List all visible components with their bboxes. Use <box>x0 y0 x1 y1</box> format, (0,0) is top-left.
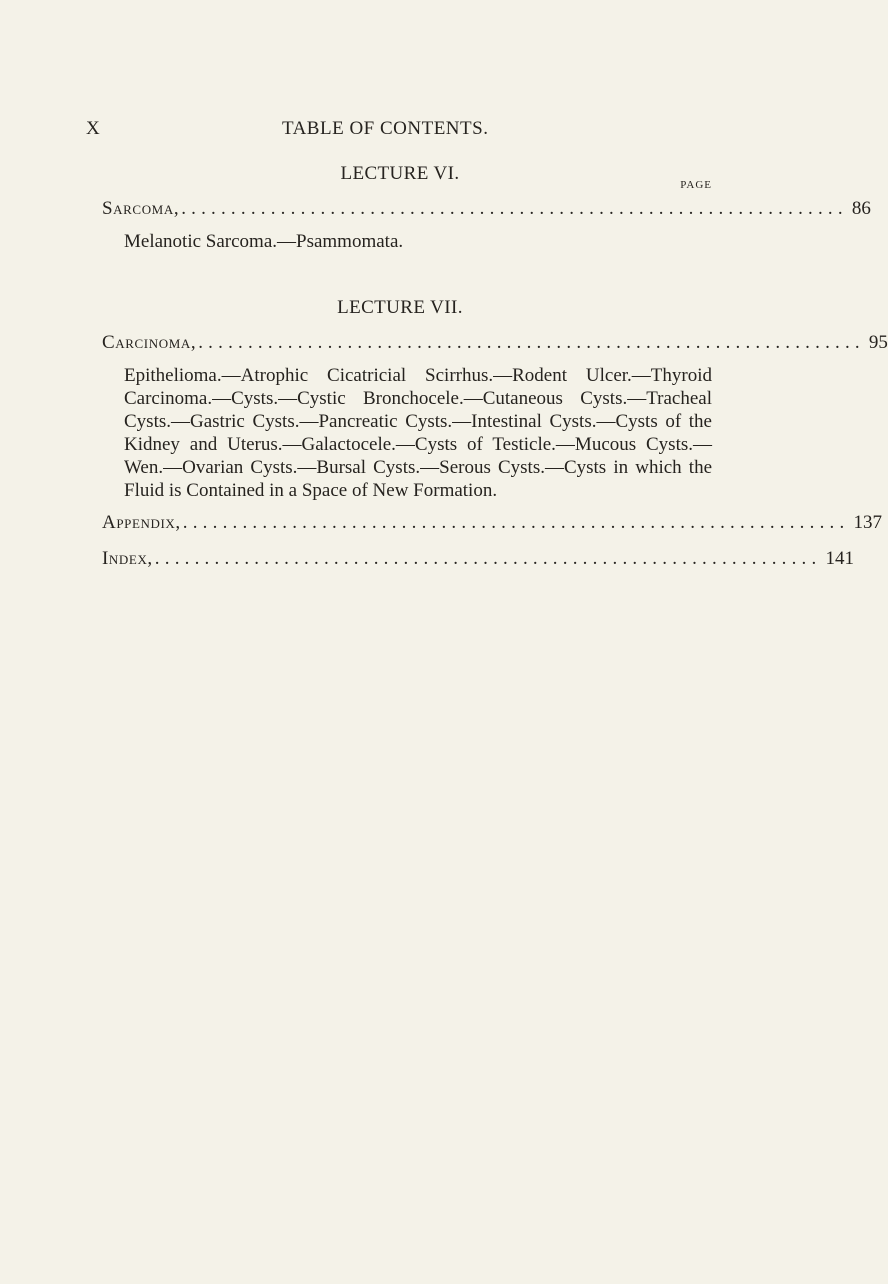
page-folio: X <box>86 118 101 139</box>
toc-entry-carcinoma[interactable] <box>102 332 888 356</box>
toc-entry-title: Index, <box>102 548 153 569</box>
running-head <box>86 118 712 142</box>
toc-entry-title: Sarcoma, <box>102 198 180 219</box>
toc-entry-sarcoma[interactable] <box>102 198 871 222</box>
page-column-label: PAGE <box>680 179 712 191</box>
dot-leader: ................................................................... <box>181 198 848 219</box>
lecture-subtopics: Melanotic Sarcoma.—Psammomata. <box>124 231 404 252</box>
toc-page-number: 141 <box>825 548 854 569</box>
lecture-subtopics: Epithelioma.—Atrophic Cicatricial Scirrhus.—Rodent Ulcer.—Thyroid Carcinoma.—Cysts.—Cystic Bronchocele.—Cutaneous Cysts.—Tracheal Cysts.—Gastric Cysts.—Pancreatic Cysts.—Intestinal Cysts.—Cysts of the Kidney and Uterus.—Galactocele.—Cysts of Testicle.—Mucous Cysts.—Wen.—Ovarian Cysts.—Bursal Cysts.—Serous Cysts.—Cysts in which the Fluid is Contained in a Space of New Formation. <box>124 365 712 501</box>
dot-leader: ................................................................... <box>182 512 850 533</box>
running-head-title: TABLE OF CONTENTS. <box>282 118 489 139</box>
lecture-heading: LECTURE VII. <box>337 297 463 318</box>
toc-entry-appendix[interactable] <box>102 512 882 536</box>
toc-page-number: 95 <box>868 332 888 353</box>
toc-page-number: 137 <box>853 512 882 533</box>
toc-page-number: 86 <box>851 198 871 219</box>
toc-entry-title: Carcinoma, <box>102 332 197 353</box>
toc-entry-index[interactable] <box>102 548 854 572</box>
dot-leader: ................................................................... <box>198 332 865 353</box>
dot-leader: ................................................................... <box>154 548 822 569</box>
toc-entry-title: Appendix, <box>102 512 181 533</box>
lecture-heading: LECTURE VI. <box>340 163 460 184</box>
